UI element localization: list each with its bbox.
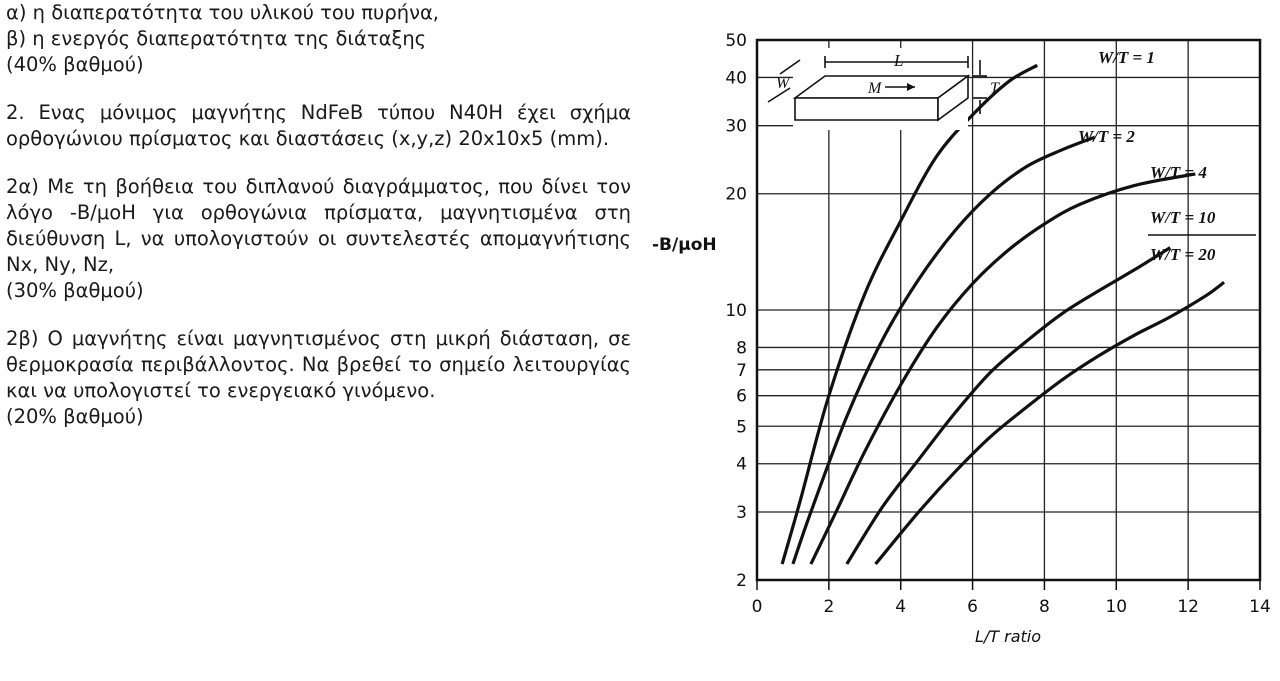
text-line: 2α) Με τη βοήθεια του διπλανού διαγράμματος, που δίνει τον λόγο -B/μοH για ορθογώνια πρίσματα, μαγνητισμένα στη διεύθυνση L, να υπολογιστούν οι συντελεστές απομαγνήτισης Nx, Ny, Nz,: [6, 175, 631, 276]
y-tick-labels: [725, 31, 747, 591]
y-tick-label: 10: [725, 301, 747, 321]
y-tick-label: 40: [725, 68, 747, 89]
text-line: β) η ενεργός διαπερατότητα της διάταξης: [6, 27, 427, 50]
question-text: [6, 0, 631, 452]
curve-label-wt4: W/T = 4: [1150, 163, 1207, 182]
text-line: (20% βαθμού): [6, 405, 144, 428]
x-axis-label: L/T ratio: [974, 627, 1042, 646]
chart-curves: [782, 65, 1224, 564]
inset-label-width: W: [776, 75, 790, 92]
y-tick-label: 30: [725, 116, 747, 137]
paragraph: [6, 326, 631, 430]
x-tick-label: 12: [1177, 597, 1199, 617]
x-tick-label: 14: [1249, 597, 1271, 617]
inset-label-magnetization: M: [868, 80, 882, 97]
x-tick-label: 4: [895, 597, 907, 617]
x-tick-label: 6: [967, 597, 978, 617]
x-tick-label: 8: [1039, 597, 1050, 617]
text-line: 2. Ενας μόνιμος μαγνήτης NdFeB τύπου N40H έχει σχήμα ορθογώνιου πρίσματος και διαστάσεις (x,y,z) 20x10x5 (mm).: [6, 101, 631, 150]
x-tick-label: 0: [751, 597, 763, 617]
x-tick-label: 10: [1105, 597, 1128, 617]
y-tick-label: 2: [736, 571, 747, 591]
curve-w-t-10: [847, 248, 1170, 564]
demagnetization-chart: [650, 0, 1280, 681]
paragraph: [6, 0, 631, 78]
inset-label-length: L: [894, 51, 904, 70]
paragraph: [6, 100, 631, 152]
x-tick-label: 2: [823, 597, 835, 617]
curve-label-wt1: W/T = 1: [1098, 48, 1155, 67]
y-tick-label: 5: [736, 417, 747, 438]
y-tick-label: 4: [736, 454, 747, 475]
y-tick-label: 7: [736, 360, 747, 381]
x-tick-labels: [752, 580, 1271, 617]
y-axis-label: -B/μoH: [652, 235, 717, 255]
inset-label-thickness: T: [990, 80, 999, 97]
y-tick-label: 3: [736, 502, 747, 523]
curve-label-wt2: W/T = 2: [1078, 127, 1135, 146]
paragraph: [6, 174, 631, 304]
y-tick-label: 50: [725, 31, 747, 51]
text-line: (40% βαθμού): [6, 53, 144, 76]
text-line: (30% βαθμού): [6, 279, 144, 302]
y-tick-label: 6: [736, 386, 747, 407]
curve-w-t-2: [793, 137, 1095, 564]
y-tick-label: 8: [736, 338, 747, 359]
curve-label-wt10: W/T = 10: [1150, 208, 1216, 227]
text-line: 2β) Ο μαγνήτης είναι μαγνητισμένος στη μικρή διάσταση, σε θερμοκρασία περιβάλλοντος. Να βρεθεί το σημείο λειτουργίας και να υπολογιστεί το ενεργειακό γινόμενο.: [6, 327, 631, 402]
y-tick-label: 20: [725, 184, 747, 205]
text-line: α) η διαπερατότητα του υλικού του πυρήνα,: [6, 1, 440, 24]
curve-label-wt20: W/T = 20: [1150, 245, 1216, 264]
